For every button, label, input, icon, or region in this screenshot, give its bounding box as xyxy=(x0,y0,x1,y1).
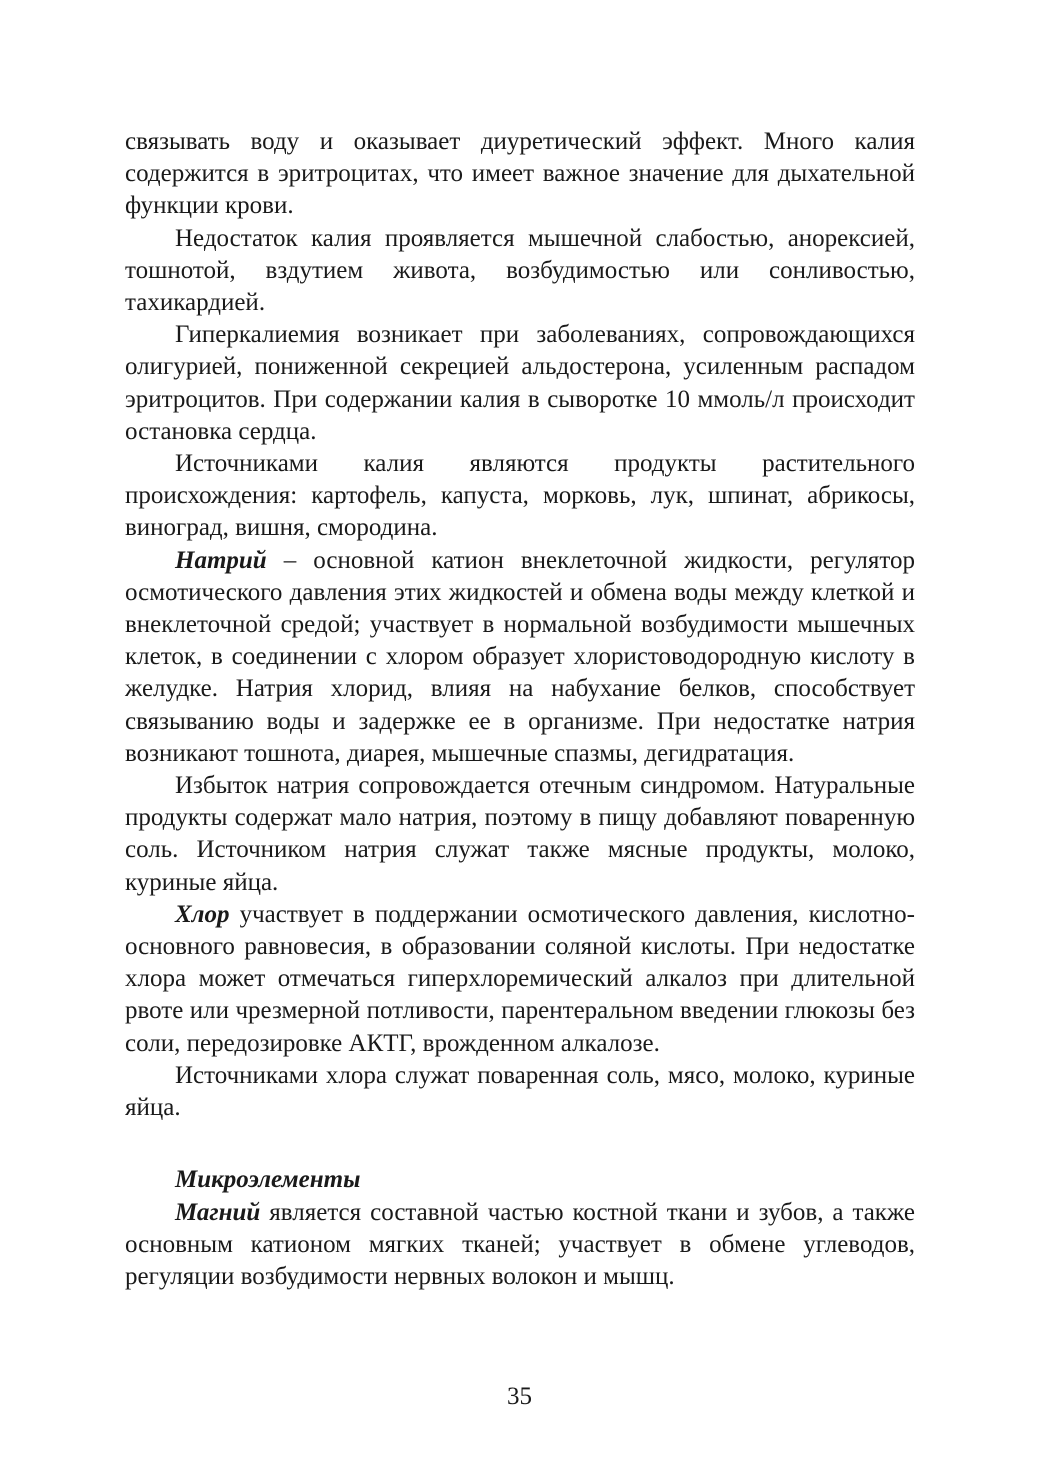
paragraph-potassium-deficiency xyxy=(125,223,915,320)
page-number: 35 xyxy=(507,1383,532,1410)
section-heading-microelements: Микроэлементы xyxy=(175,1166,361,1194)
paragraph-magnesium xyxy=(125,1197,915,1294)
paragraph-hyperkalemia xyxy=(125,319,915,448)
term-magnesium: Магний xyxy=(175,1198,261,1226)
paragraph-sodium-excess xyxy=(125,770,915,899)
paragraph-potassium-continued xyxy=(125,126,915,223)
paragraph-chlorine-sources xyxy=(125,1060,915,1124)
term-sodium: Натрий xyxy=(175,546,267,574)
paragraph-chlorine xyxy=(125,899,915,1060)
paragraph-text: связывать воду и оказывает диуретический эффект. Много калия содержится в эритроцитах, что имеет важное значение для дыхательной функции крови. xyxy=(125,128,915,220)
paragraph-text: – основной катион внеклеточной жидкости, регулятор осмотического давления этих жидкостей и обмена воды между клеткой и внеклеточной средой; участвует в нормальной возбудимости мышечных клеток, в соединении с хлором образует хлористоводородную кислоту в желудке. Натрия хлорид, влияя на набухание белков, способствует связыванию воды и задержке ее в организме. При недостатке натрия возникают тошнота, диарея, мышечные спазмы, дегидратация. xyxy=(125,546,915,767)
paragraph-text: Источниками хлора служат поваренная соль, мясо, молоко, куриные яйца. xyxy=(125,1061,915,1122)
paragraph-potassium-sources xyxy=(125,448,915,545)
paragraph-text: Избыток натрия сопровождается отечным синдромом. Натуральные продукты содержат мало натрия, поэтому в пищу добавляют поваренную соль. Источником натрия служат также мясные продукты, молоко, куриные яйца. xyxy=(125,772,915,896)
paragraph-text: участвует в поддержании осмотического давления, кислотно-основного равновесия, в образовании соляной кислоты. При недостатке хлора может отмечаться гиперхлоремический алкалоз при длительной рвоте или чрезмерной потливости, парентеральном введении глюкозы без соли, передозировке АКТГ, врожденном алкалозе. xyxy=(125,900,915,1057)
paragraph-text: Источниками калия являются продукты растительного происхождения: картофель, капуста, морковь, лук, шпинат, абрикосы, виноград, вишня, смородина. xyxy=(125,450,915,542)
paragraph-text: Недостаток калия проявляется мышечной слабостью, анорексией, тошнотой, вздутием живота, возбудимостью или сонливостью, тахикардией. xyxy=(125,224,915,317)
paragraph-sodium xyxy=(125,545,915,770)
paragraph-text: является составной частью костной ткани и зубов, а также основным катионом мягких тканей; участвует в обмене углеводов, регуляции возбудимости нервных волокон и мышц. xyxy=(125,1198,915,1290)
paragraph-text: Гиперкалиемия возникает при заболеваниях, сопровождающихся олигурией, пониженной секрецией альдостерона, усиленным распадом эритроцитов. При содержании калия в сыворотке 10 ммоль/л происходит остановка сердца. xyxy=(125,321,915,445)
term-chlorine: Хлор xyxy=(175,900,230,928)
body-text xyxy=(125,126,915,1293)
